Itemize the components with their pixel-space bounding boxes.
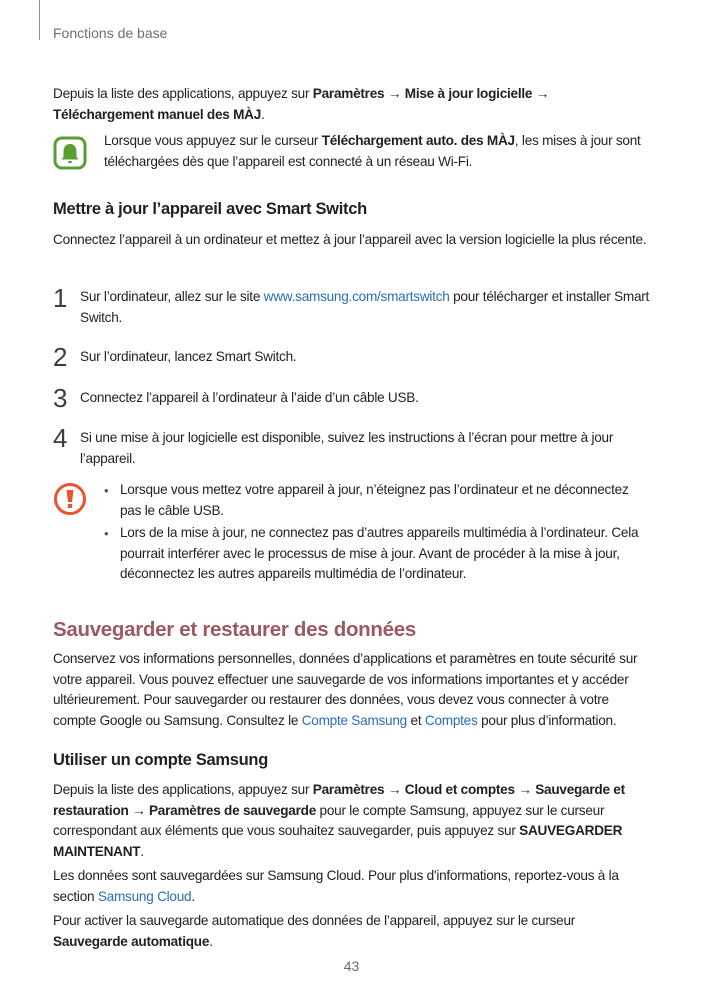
backup-intro: Conservez vos informations personnelles, données d’applications et paramètres en toute sécurité sur votre appareil. Vous pouvez effectuer une sauvegarde de vos informations importantes et y accéder ultérieurement. Pour sauvegarder ou restaurer des données, vous devez vous connecter à votre compte Google ou Samsung. Consultez le Compte Samsung et Comptes pour plus d’information. (53, 651, 638, 728)
compte-samsung-link[interactable]: Compte Samsung (301, 712, 407, 728)
step-1-text: Sur l’ordinateur, allez sur le site www.samsung.com/smartswitch pour télécharger et installer Smart Switch. (80, 289, 650, 325)
smartswitch-link[interactable]: www.samsung.com/smartswitch (263, 289, 450, 304)
menu-path-mise-a-jour: Mise à jour logicielle (404, 86, 533, 101)
step-number-2: 2 (53, 342, 68, 372)
header-rule (39, 0, 40, 40)
samsung-cloud-link[interactable]: Samsung Cloud (97, 888, 192, 904)
menu-path-telechargement-manuel: Téléchargement manuel des MÀJ (53, 106, 262, 122)
heading-backup-restore: Sauvegarder et restaurer des données (53, 618, 416, 641)
menu-path-parametres: Paramètres (312, 86, 385, 101)
step-number-1: 1 (53, 283, 68, 313)
bell-note-icon (53, 136, 87, 170)
step-3-text: Connectez l’appareil à l’ordinateur à l’aide d’un câble USB. (80, 390, 419, 405)
samsung-cloud-paragraph: Les données sont sauvegardées sur Samsung Cloud. Pour plus d'informations, reportez-vous à la section Samsung Cloud. (53, 868, 619, 904)
heading-smart-switch: Mettre à jour l’appareil avec Smart Switch (53, 200, 367, 218)
page-number: 43 (343, 958, 360, 974)
note-auto-download: Lorsque vous appuyez sur le curseur Téléchargement auto. des MÀJ, les mises à jour sont téléchargées dès que l’appareil est connecté à un réseau Wi-Fi. (104, 133, 641, 169)
exclamation-warning-icon (53, 482, 87, 516)
auto-backup-paragraph: Pour activer la sauvegarde automatique des données de l’appareil, appuyez sur le curseur Sauvegarde automatique. (53, 913, 576, 949)
bullet-marker: • (104, 483, 109, 498)
bullet-marker: • (104, 526, 109, 541)
section-header: Fonctions de base (53, 25, 168, 41)
step-number-3: 3 (53, 383, 68, 413)
step-2-text: Sur l’ordinateur, lancez Smart Switch. (80, 349, 297, 364)
warning-bullet-2: Lors de la mise à jour, ne connectez pas d’autres appareils multimédia à l’ordinateur. Cela pourrait interférer avec le processus de mise à jour. Avant de procéder à la mise à jour, déconnectez les autres appareils multimédia de l’ordinateur. (120, 525, 639, 581)
heading-samsung-account: Utiliser un compte Samsung (53, 751, 268, 769)
smart-switch-intro: Connectez l’appareil à un ordinateur et mettez à jour l’appareil avec la version logicielle la plus récente. (53, 232, 647, 247)
intro-paragraph: Depuis la liste des applications, appuyez sur Paramètres → Mise à jour logicielle → Téléchargement manuel des MÀJ. (53, 86, 550, 122)
warning-bullet-1: Lorsque vous mettez votre appareil à jour, n’éteignez pas l’ordinateur et ne déconnectez pas le câble USB. (120, 482, 629, 518)
samsung-account-instructions: Depuis la liste des applications, appuyez sur Paramètres → Cloud et comptes → Sauvegarde et restauration → Paramètres de sauvegarde pour le compte Samsung, appuyez sur le curseur correspondant aux éléments que vous souhaitez sauvegarder, puis appuyez sur SAUVEGARDER MAINTENANT. (53, 782, 625, 859)
comptes-link[interactable]: Comptes (424, 712, 478, 728)
step-number-4: 4 (53, 423, 68, 453)
step-4-text: Si une mise à jour logicielle est disponible, suivez les instructions à l’écran pour mettre à jour l’appareil. (80, 430, 614, 466)
